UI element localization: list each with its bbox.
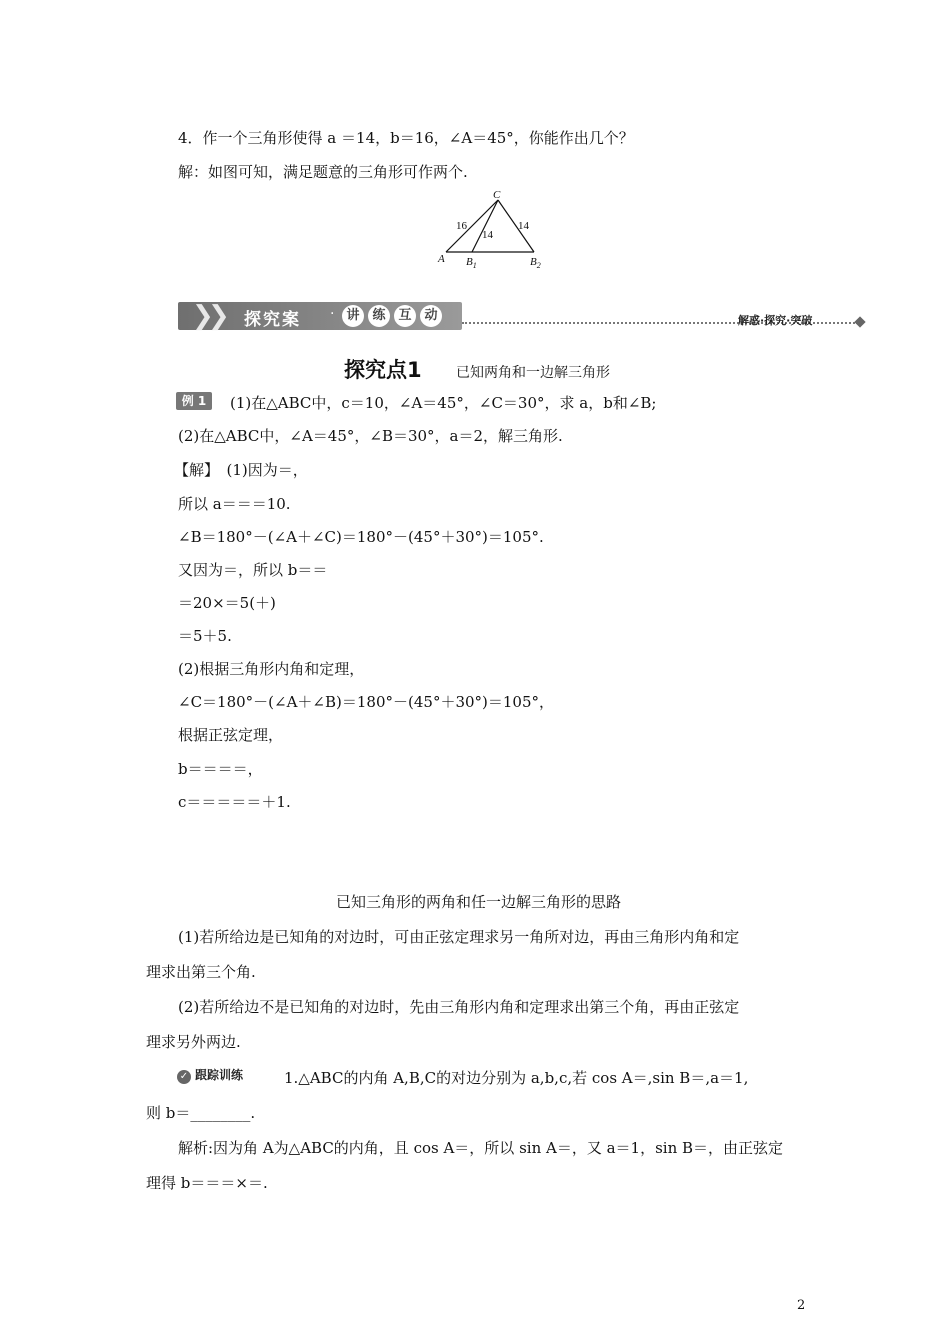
page-number: 2 xyxy=(797,1298,806,1313)
solution-line: ＝5＋5. xyxy=(178,627,232,645)
chevron-icon: ❯ xyxy=(192,301,214,331)
label-14-outer: 14 xyxy=(518,220,529,232)
question-4: 4．作一个三角形使得 a ＝14，b＝16，∠A＝45°，你能作出几个？ xyxy=(178,129,634,147)
solution-line: (2)根据三角形内角和定理， xyxy=(178,660,365,678)
label-c: C xyxy=(493,189,501,201)
banner-char: 互 xyxy=(394,305,416,327)
solution-line: 所以 a＝＝＝10. xyxy=(178,495,291,513)
banner-char: 动 xyxy=(420,305,442,327)
solution-line: 根据正弦定理， xyxy=(178,726,284,744)
method-title: 已知三角形的两角和任一边解三角形的思路 xyxy=(336,893,622,911)
label-a: A xyxy=(438,253,445,265)
section-heading: 探究点1 xyxy=(344,358,422,382)
diamond-icon xyxy=(854,316,865,327)
method-p1-cont: 理求出第三个角. xyxy=(146,963,256,981)
section-banner xyxy=(178,302,462,330)
method-p2: (2)若所给边不是已知角的对边时，先由三角形内角和定理求出第三个角，再由正弦定 xyxy=(178,998,740,1016)
solution-line: ∠C＝180°－(∠A＋∠B)＝180°－(45°＋30°)＝105°， xyxy=(178,693,555,711)
solution-line: 【解】 (1)因为＝， xyxy=(174,461,308,479)
follow-question-cont: 则 b＝________. xyxy=(146,1104,256,1122)
solution-line: b＝＝＝＝， xyxy=(178,760,263,778)
label-b1: $B_1$ xyxy=(466,256,477,270)
follow-label: ✓ 跟踪训练 xyxy=(177,1066,243,1084)
solution-line: 又因为＝，所以 b＝＝ xyxy=(178,561,328,579)
banner-subtitle: 解惑·探究·突破 xyxy=(738,314,813,327)
label-b2: $B_2$ xyxy=(530,256,541,270)
follow-question: 1.△ABC的内角 A,B,C的对边分别为 a,b,c,若 cos A＝,sin B＝,a＝1, xyxy=(284,1069,749,1087)
method-p1: (1)若所给边是已知角的对边时，可由正弦定理求另一角所对边，再由三角形内角和定 xyxy=(178,928,740,946)
example-line-1: (1)在△ABC中，c＝10，∠A＝45°，∠C＝30°，求 a，b和∠B; xyxy=(230,394,657,412)
example-line-2: (2)在△ABC中，∠A＝45°，∠B＝30°，a＝2，解三角形. xyxy=(178,427,563,445)
check-icon: ✓ xyxy=(177,1070,191,1084)
follow-answer: 解析:因为角 A为△ABC的内角，且 cos A＝，所以 sin A＝，又 a＝1，sin B＝，由正弦定 xyxy=(178,1139,784,1157)
side-ac xyxy=(446,200,498,252)
section-subheading: 已知两角和一边解三角形 xyxy=(456,365,610,381)
example-label: 例 1 xyxy=(176,392,212,410)
solution-line: c＝＝＝＝＝＋1. xyxy=(178,793,291,811)
triangle-figure xyxy=(432,188,552,272)
method-p2-cont: 理求另外两边. xyxy=(146,1033,241,1051)
banner-char: 练 xyxy=(368,305,390,327)
banner-title: 探究案 xyxy=(244,310,301,330)
solution-line: ＝20×＝5(＋) xyxy=(178,594,276,612)
side-cb1 xyxy=(472,200,498,252)
solution-line: ∠B＝180°－(∠A＋∠C)＝180°－(45°＋30°)＝105°. xyxy=(178,528,544,546)
follow-answer-cont: 理得 b＝＝＝×＝. xyxy=(146,1174,268,1192)
banner-char: 讲 xyxy=(342,305,364,327)
banner-dot: · xyxy=(330,306,335,322)
label-14-inner: 14 xyxy=(482,229,493,241)
chevron-icon: ❯ xyxy=(208,301,230,331)
question-4-answer: 解：如图可知，满足题意的三角形可作两个. xyxy=(178,163,468,181)
label-16: 16 xyxy=(456,220,467,232)
